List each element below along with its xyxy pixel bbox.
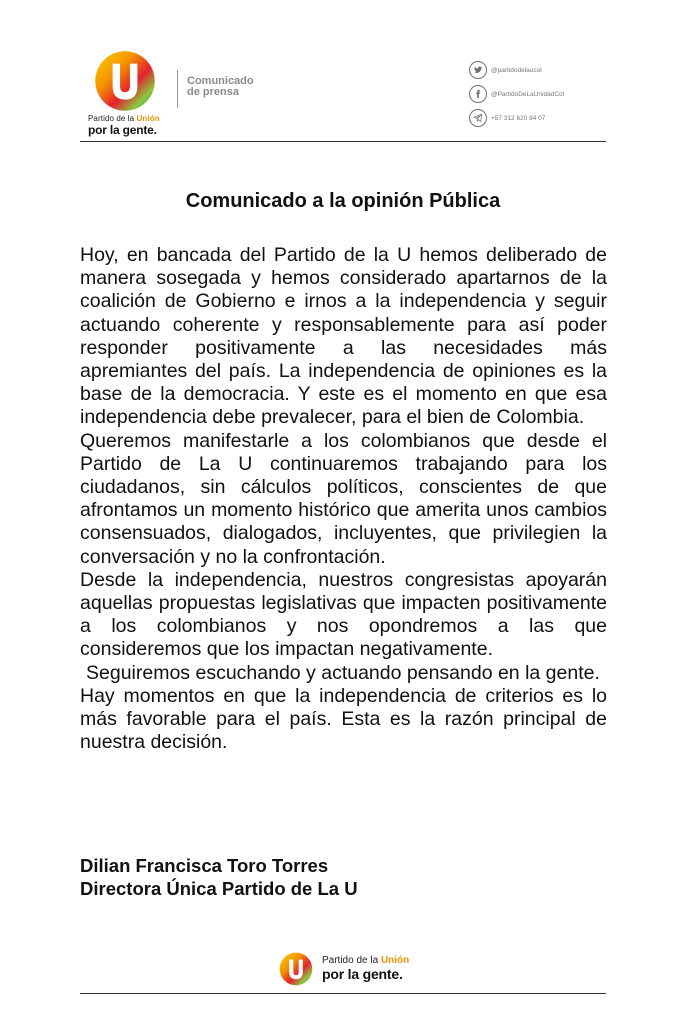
header-rule: [80, 141, 606, 142]
paragraph: Desde la independencia, nuestros congresistas apoyarán aquellas propuestas legislativas que impacten positivamente a los colombianos y nos opondremos a las que consideremos que los impactan negativamente.: [80, 568, 607, 661]
comunicado-line1: Comunicado: [187, 75, 254, 87]
phone-contact: [469, 108, 599, 128]
footer-logo-caption: [322, 956, 409, 981]
paragraph: Hay momentos en que la independencia de criterios es lo más favorable para el país. Esta es la razón principal de nuestra decisión.: [80, 684, 607, 754]
signatory-role: Directora Única Partido de La U: [80, 878, 358, 899]
paragraph: Seguiremos escuchando y actuando pensando en la gente.: [86, 661, 600, 684]
footer-caption-prefix: Partido de la: [322, 955, 381, 966]
twitter-contact: [469, 60, 599, 80]
facebook-handle: @PartidoDeLaUnidadCol: [491, 90, 565, 98]
paragraph: Hoy, en bancada del Partido de la U hemos deliberado de manera sosegada y hemos considerado apartarnos de la coalición de Gobierno e irnos a la independencia y seguir actuando coherente y responsablemente para así poder responder positivamente a las necesidades más apremiantes del país. La independencia de opiniones es la base de la democracia. Y este es el momento en que esa independencia debe prevalecer, para el bien de Colombia.: [80, 244, 607, 429]
social-contacts: [469, 60, 599, 132]
header-divider: [177, 70, 178, 108]
phone-number: +57 312 620 84 07: [491, 114, 546, 122]
twitter-icon: [469, 61, 487, 79]
comunicado-line2: de prensa: [187, 86, 239, 98]
facebook-icon: [469, 85, 487, 103]
letterhead: [0, 0, 686, 145]
document-title: Comunicado a la opinión Pública: [185, 190, 501, 212]
footer-rule: [80, 993, 606, 994]
twitter-handle: @partidodelaucol: [491, 66, 542, 74]
logo-caption-union: Unión: [136, 114, 160, 123]
facebook-contact: [469, 84, 599, 104]
footer-partido-u-logo: [279, 952, 313, 986]
logo-caption: [88, 115, 198, 136]
statement-body: [80, 244, 607, 754]
comunicado-label: [187, 76, 254, 98]
partido-u-logo: [94, 50, 156, 112]
telegram-icon: [469, 109, 487, 127]
paragraph: Queremos manifestarle a los colombianos que desde el Partido de La U continuaremos trabajando para los ciudadanos, sin cálculos políticos, conscientes de que afrontamos un momento histórico que amerita unos cambios consensuados, dialogados, incluyentes, que privilegien la conversación y no la confrontación.: [80, 429, 607, 568]
logo-caption-prefix: Partido de la: [88, 114, 137, 123]
signatory-name: Dilian Francisca Toro Torres: [80, 855, 329, 876]
logo-slogan: por la gente.: [88, 123, 157, 137]
footer-caption-union: Unión: [380, 955, 410, 966]
signature-block: [80, 854, 358, 900]
footer-slogan: por la gente.: [322, 966, 403, 982]
